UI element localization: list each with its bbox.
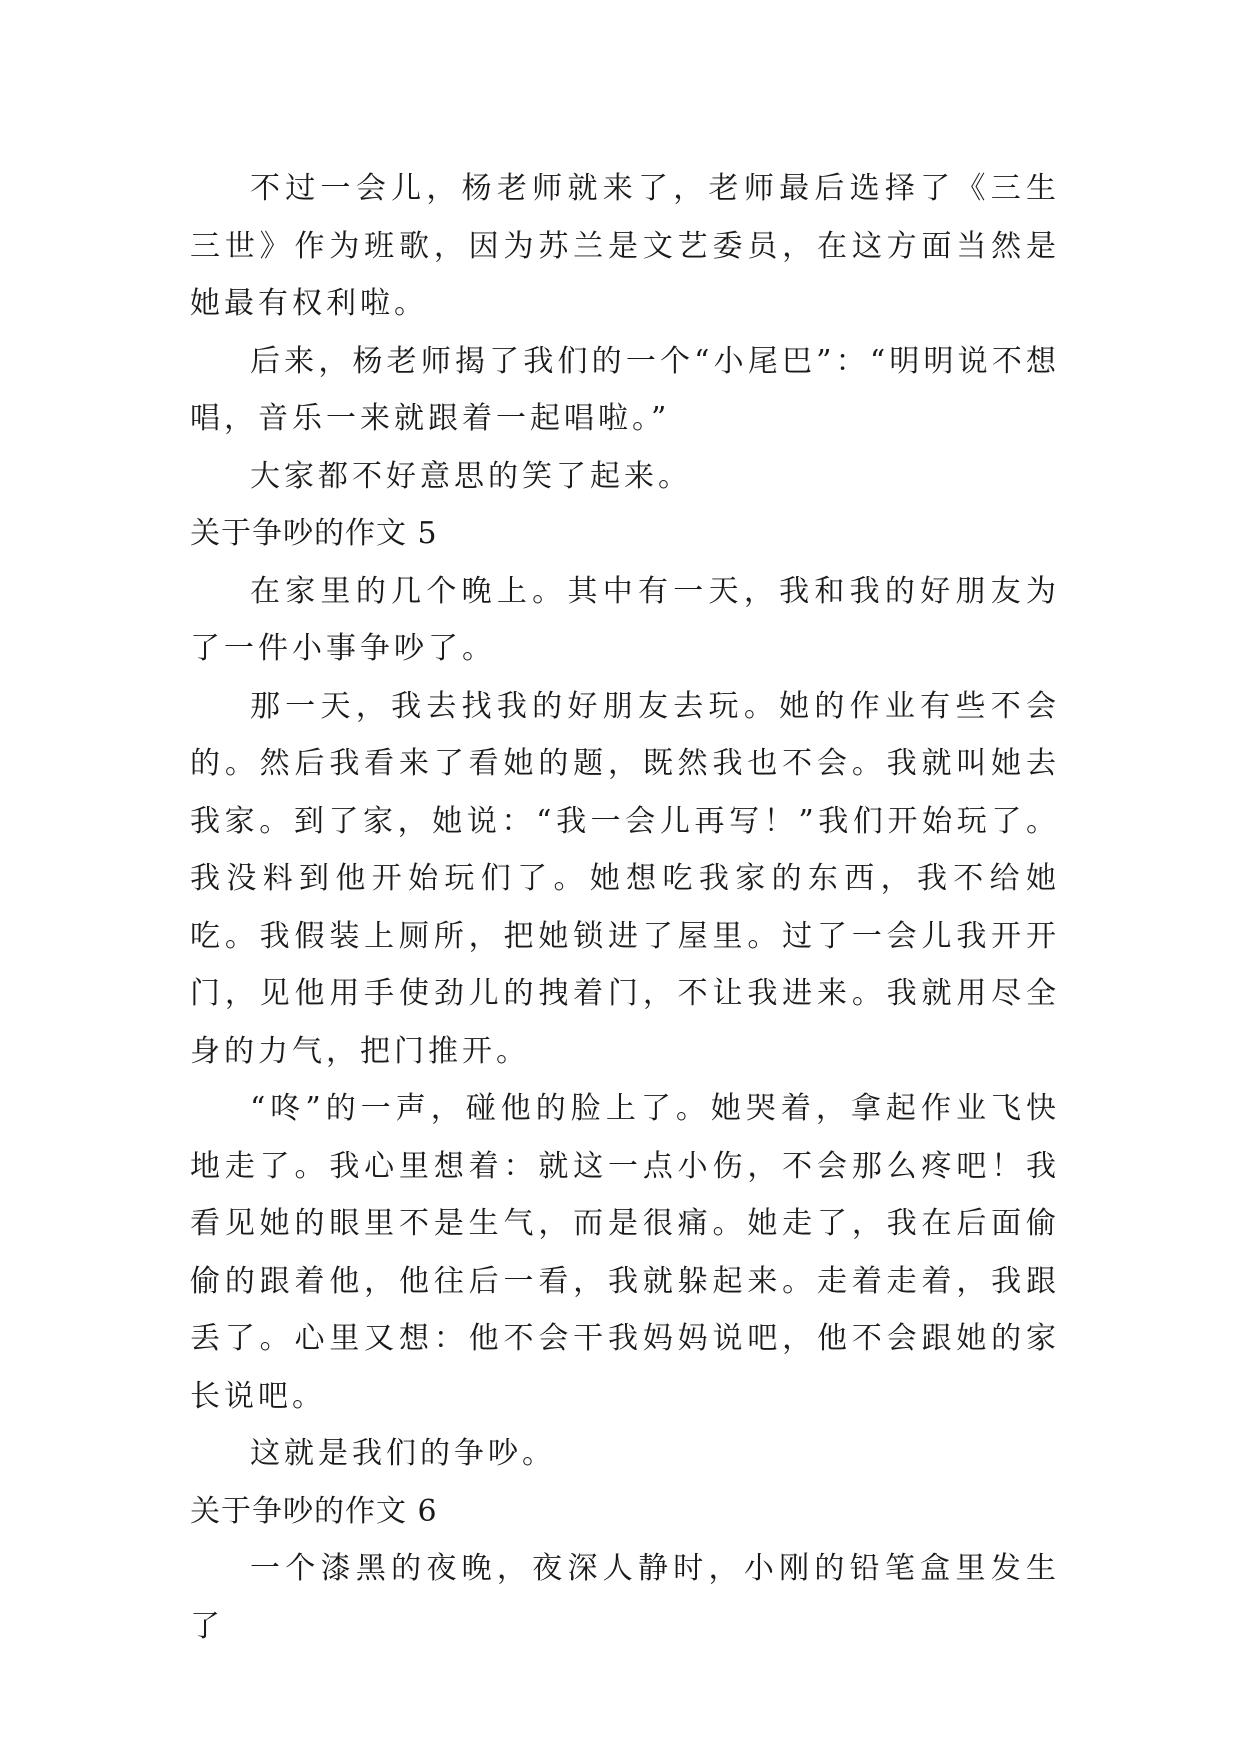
- essay-heading: 关于争吵的作文 6: [190, 1493, 438, 1529]
- paragraph: 后来，杨老师揭了我们的一个“小尾巴”：“明明说不想唱，音乐一来就跟着一起唱啦。”: [190, 343, 1060, 436]
- essay-heading: 关于争吵的作文 5: [190, 516, 438, 551]
- paragraph: “咚”的一声，碰他的脸上了。她哭着，拿起作业飞快地走了。我心里想着：就这一点小伤，不会那么疼吧！我看见她的眼里不是生气，而是很痛。她走了，我在后面偷偷的跟着他，他往后一看，我就躲起来。走着走着，我跟丢了。心里又想：他不会干我妈妈说吧，他不会跟她的家长说吧。: [190, 1091, 1060, 1414]
- paragraph: 在家里的几个晚上。其中有一天，我和我的好朋友为了一件小事争吵了。: [190, 573, 1060, 666]
- paragraph: 那一天，我去找我的好朋友去玩。她的作业有些不会的。然后我看来了看她的题，既然我也不会。我就叫她去我家。到了家，她说：“我一会儿再写！”我们开始玩了。我没料到他开始玩们了。她想吃我家的东西，我不给她吃。我假装上厕所，把她锁进了屋里。过了一会儿我开开门，见他用手使劲儿的拽着门，不让我进来。我就用尽全身的力气，把门推开。: [190, 688, 1060, 1069]
- paragraph: 不过一会儿，杨老师就来了，老师最后选择了《三生三世》作为班歌，因为苏兰是文艺委员，在这方面当然是她最有权利啦。: [190, 171, 1060, 321]
- document-body: [190, 160, 1060, 1655]
- paragraph: 这就是我们的争吵。: [250, 1436, 556, 1471]
- paragraph: 一个漆黑的夜晚，夜深人静时，小刚的铅笔盒里发生了: [190, 1551, 1060, 1644]
- paragraph: 大家都不好意思的笑了起来。: [250, 458, 692, 494]
